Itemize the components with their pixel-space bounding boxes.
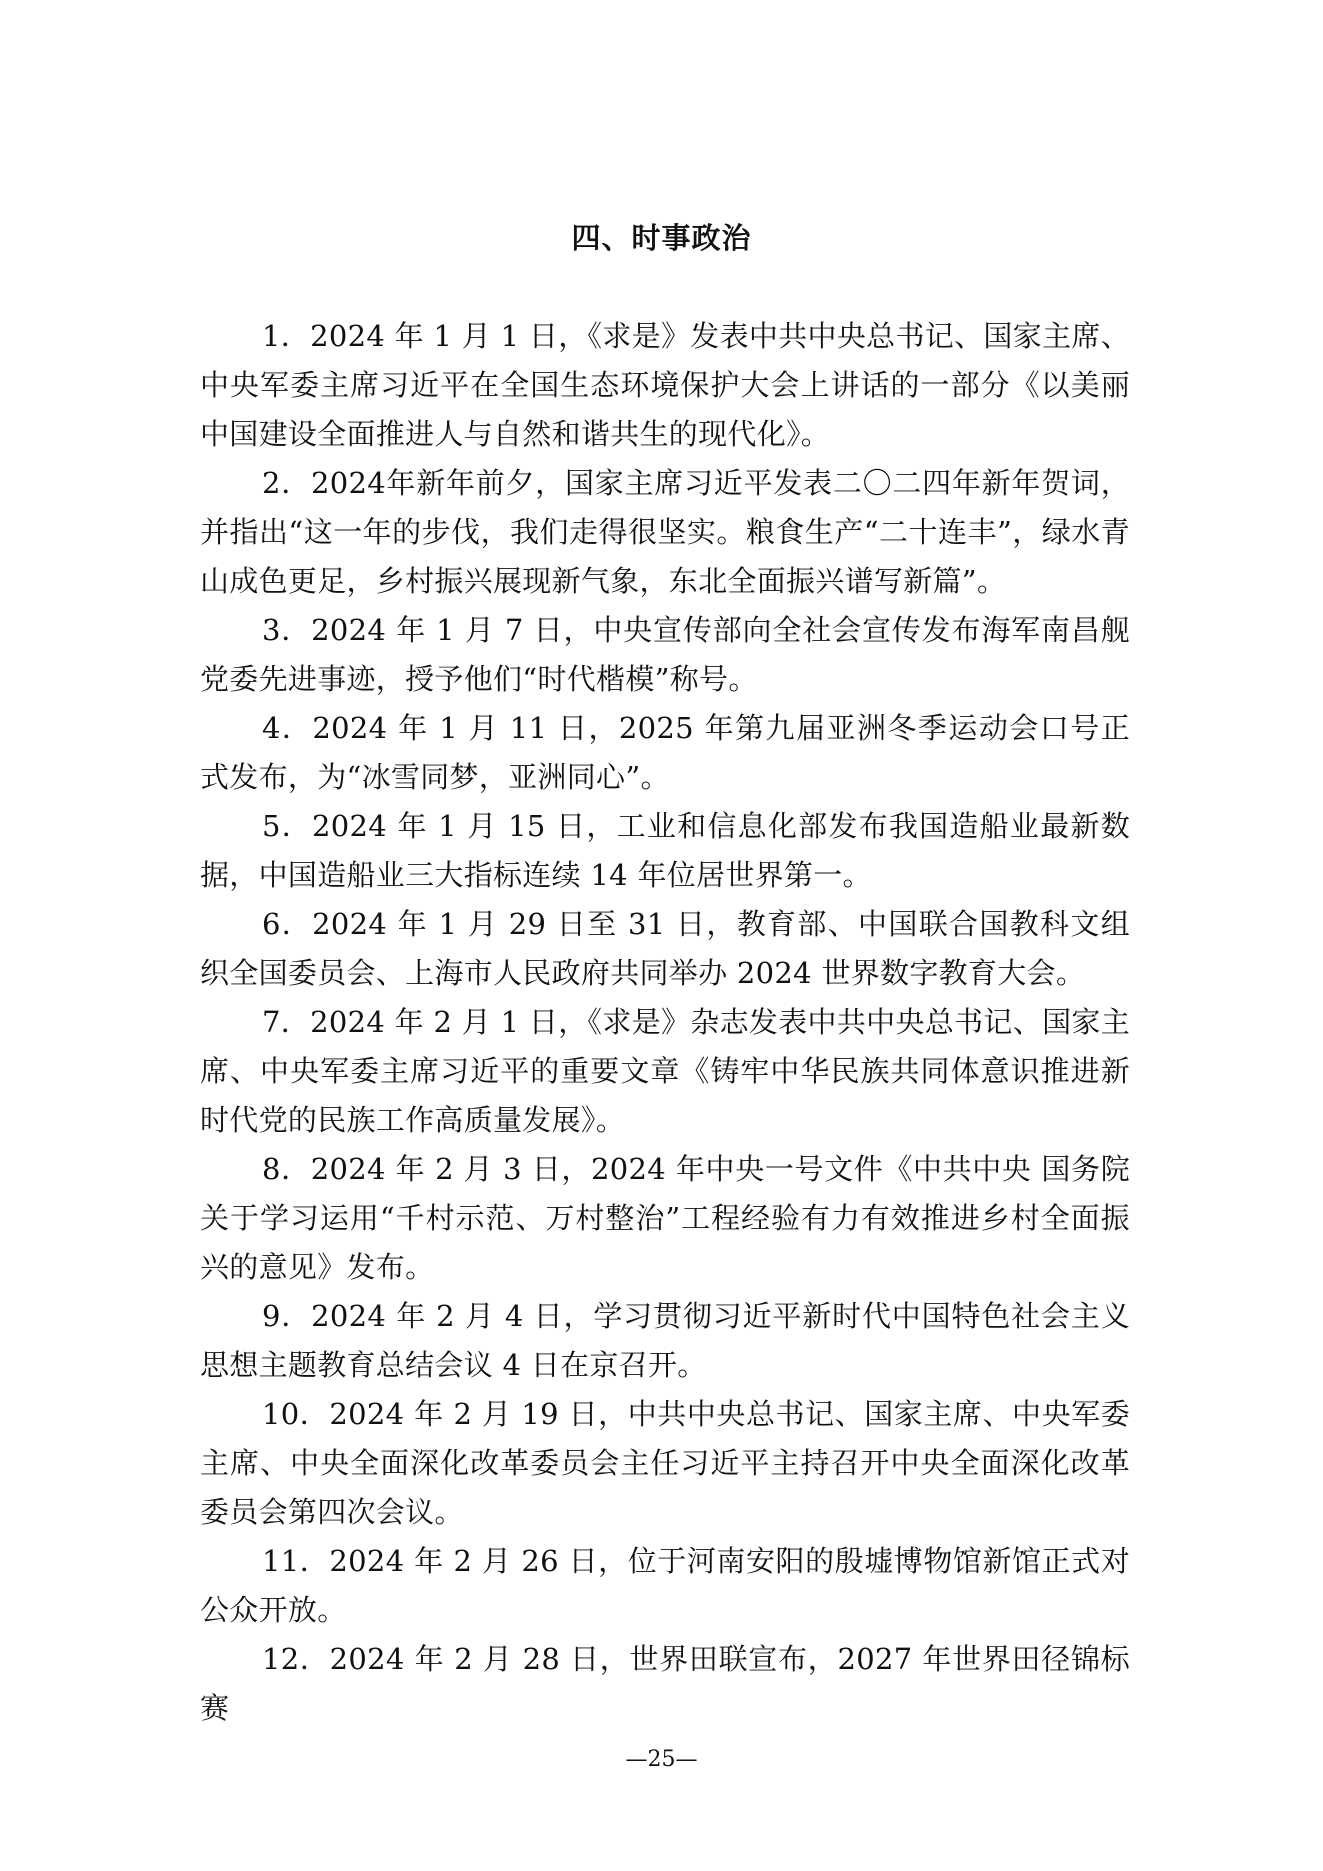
- paragraph-10: 10．2024 年 2 月 19 日，中共中央总书记、国家主席、中央军委主席、中央全面深化改革委员会主任习近平主持召开中央全面深化改革委员会第四次会议。: [200, 1397, 1130, 1529]
- section-title: 四、时事政治: [571, 221, 752, 255]
- paragraph-11: 11．2024 年 2 月 26 日，位于河南安阳的殷墟博物馆新馆正式对公众开放。: [200, 1544, 1130, 1627]
- paragraph-6: 6．2024 年 1 月 29 日至 31 日，教育部、中国联合国教科文组织全国委员会、上海市人民政府共同举办 2024 世界数字教育大会。: [200, 907, 1130, 990]
- paragraph-2: 2．2024年新年前夕，国家主席习近平发表二〇二四年新年贺词，并指出“这一年的步伐，我们走得很坚实。粮食生产“二十连丰”，绿水青山成色更足，乡村振兴展现新气象，东北全面振兴谱写新篇”。: [200, 466, 1130, 598]
- paragraph-12: 12．2024 年 2 月 28 日，世界田联宣布，2027 年世界田径锦标赛: [200, 1642, 1130, 1725]
- page-number: —25—: [625, 1747, 698, 1772]
- document-body: [200, 312, 1130, 1733]
- paragraph-3: 3．2024 年 1 月 7 日，中央宣传部向全社会宣传发布海军南昌舰党委先进事迹，授予他们“时代楷模”称号。: [200, 613, 1130, 696]
- paragraph-1: 1．2024 年 1 月 1 日，《求是》发表中共中央总书记、国家主席、中央军委主席习近平在全国生态环境保护大会上讲话的一部分《以美丽中国建设全面推进人与自然和谐共生的现代化》。: [200, 319, 1130, 451]
- paragraph-7: 7．2024 年 2 月 1 日，《求是》杂志发表中共中央总书记、国家主席、中央军委主席习近平的重要文章《铸牢中华民族共同体意识推进新时代党的民族工作高质量发展》。: [200, 1005, 1130, 1137]
- paragraph-8: 8．2024 年 2 月 3 日，2024 年中央一号文件《中共中央 国务院关于学习运用“千村示范、万村整治”工程经验有力有效推进乡村全面振兴的意见》发布。: [200, 1152, 1130, 1284]
- paragraph-9: 9．2024 年 2 月 4 日，学习贯彻习近平新时代中国特色社会主义思想主题教育总结会议 4 日在京召开。: [200, 1299, 1130, 1382]
- paragraph-5: 5．2024 年 1 月 15 日，工业和信息化部发布我国造船业最新数据，中国造船业三大指标连续 14 年位居世界第一。: [200, 809, 1130, 892]
- paragraph-4: 4．2024 年 1 月 11 日，2025 年第九届亚洲冬季运动会口号正式发布，为“冰雪同梦，亚洲同心”。: [200, 711, 1130, 794]
